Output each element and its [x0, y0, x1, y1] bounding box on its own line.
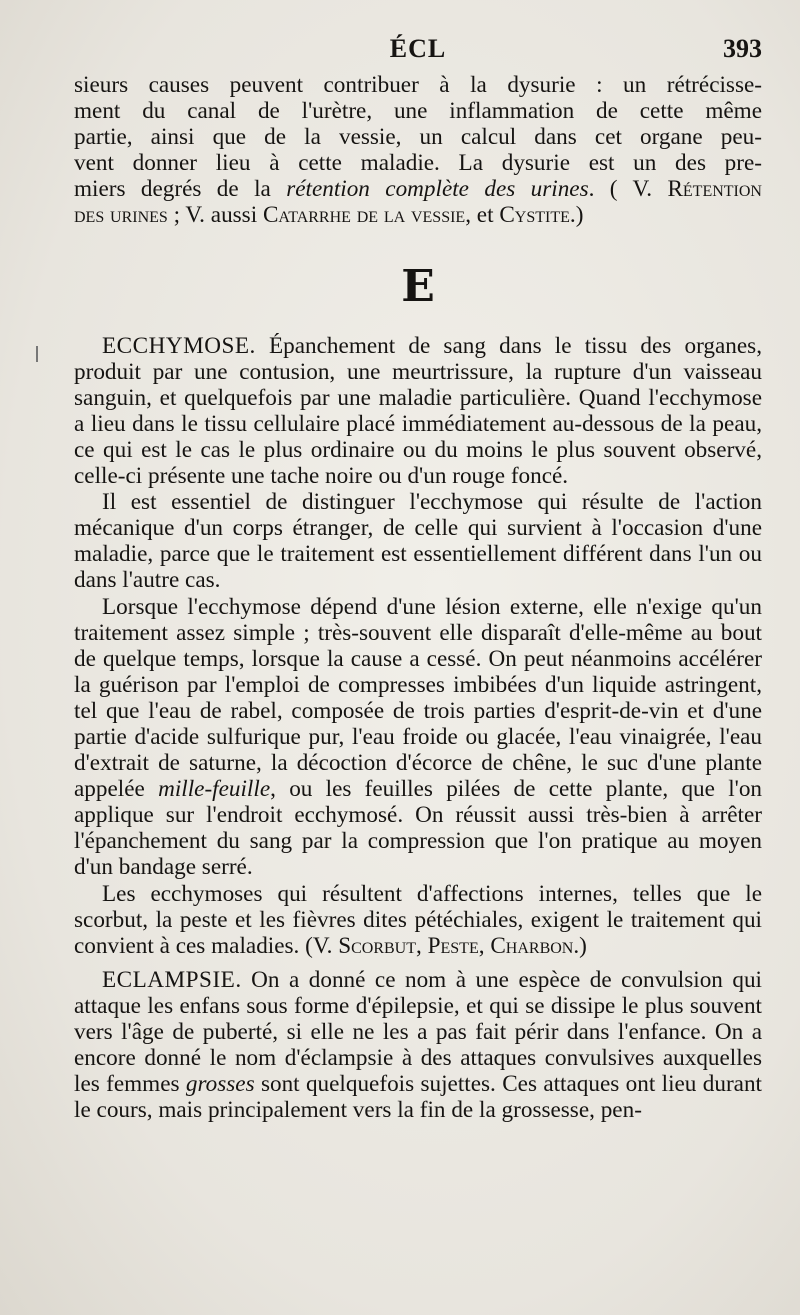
text-span: Lorsque l'ecchymose dépend d'une lésion externe, elle n'exige qu'un traitement assez simple ; très-souvent elle disparaît d'elle-même au bout de quelque temps, lorsque la cause a cessé. On peut néanmoins accélérer la guérison par l'emploi de compresses imbibées d'un liquide astringent, tel que l'eau de rabel, composée de trois parties d'esprit-de-vin et d'une partie d'acide sulfurique pur, l'eau froide ou glacée, l'eau vinaigrée, l'eau d'extrait de saturne, la décoction d'écorce de chêne, le suc d'une plante appelée [74, 593, 762, 803]
spacer [74, 959, 762, 967]
italic-text: grosses [185, 1071, 255, 1098]
entry-eclampsie [74, 967, 762, 1124]
paragraph [74, 967, 762, 1124]
text-line [74, 202, 762, 228]
entry-headword: ECCHYMOSE. [102, 332, 256, 359]
text-line: vent donner lieu à cette maladie. La dysurie est un des pre- [74, 150, 762, 177]
cross-reference: des urines [74, 202, 168, 229]
text-span: .) [573, 932, 587, 959]
text-span: On a donné ce nom à une espèce de convulsion qui attaque les enfans sous forme d'épilepsie, et qui se dissipe le plus souvent vers l'âge de puberté, si elle ne les a pas fait périr dans l'enfance. On a encore donné le nom d'éclampsie à des attaques convulsives auxquelles les femmes [74, 966, 762, 1098]
cross-reference: Charbon [490, 932, 574, 959]
cross-reference: Catarrhe de la vessie [262, 202, 466, 229]
cross-reference: Scorbut [338, 932, 417, 959]
text-span: , ou les feuilles pilées de cette plante, que l'on applique sur l'endroit ecchymosé. On réussit aussi très-bien à arrêter l'épanchement du sang par la compression que l'on pratique au moyen d'un bandage serré. [74, 776, 763, 881]
page-body [74, 72, 762, 1123]
text-span: miers degrés de la [74, 176, 287, 203]
text-span: , et [465, 202, 500, 229]
margin-mark [36, 346, 38, 362]
text-line: partie, ainsi que de la vessie, un calcul dans cet organe peu- [74, 124, 762, 151]
paragraph [74, 333, 762, 490]
cross-reference: Cystite [499, 202, 570, 229]
dysurie-continuation [74, 72, 762, 229]
cross-reference: Peste [427, 932, 479, 959]
paragraph [74, 594, 762, 881]
page-number: 393 [723, 34, 762, 63]
italic-text: rétention complète des urines [286, 176, 589, 203]
entry-ecchymose [74, 333, 762, 959]
text-span: ; V. aussi [167, 202, 263, 229]
paragraph: Il est essentiel de distinguer l'ecchymose qui résulte de l'action mécanique d'un corps étranger, de celle qui survient à l'occasion d'une maladie, parce que le traitement est essentiellement différent dans l'un ou dans l'autre cas. [74, 489, 762, 594]
text-span: .) [569, 202, 584, 229]
entry-headword: ECLAMPSIE. [102, 966, 242, 993]
text-span: Les ecchymoses qui résultent d'affections internes, telles que le scorbut, la peste et les fièvres dites pétéchiales, exigent le traitement qui convient à ces maladies. (V. [74, 880, 762, 959]
italic-text: mille-feuille [158, 776, 271, 803]
text-line: ment du canal de l'urètre, une inflammation de cette même [74, 98, 762, 125]
text-line: sieurs causes peuvent contribuer à la dysurie : un rétrécisse- [74, 72, 762, 98]
section-letter: E [401, 260, 435, 312]
text-span: Épanchement de sang dans le tissu des organes, produit par une contusion, une meurtrissure, la rupture d'un vaisseau sanguin, et quelquefois par une maladie particulière. Quand l'ecchymose a lieu dans le tissu cellulaire placé immédiatement au-dessous de la peau, ce qui est le cas le plus ordinaire ou du moins le plus souvent observé, celle-ci présente une tache noire ou d'un rouge foncé. [74, 332, 762, 490]
running-head: ÉCL [389, 34, 447, 63]
paragraph [74, 881, 762, 959]
text-span: , [416, 932, 428, 959]
text-span: sont quelquefois sujettes. Ces attaques ont lieu durant le cours, mais principalement vers la fin de la grossesse, pen- [74, 1071, 762, 1124]
cross-reference: Rétention [667, 176, 762, 203]
text-span: , [478, 932, 491, 959]
text-span: . ( V. [588, 176, 668, 203]
page-header [74, 34, 762, 70]
text-line [74, 176, 762, 202]
